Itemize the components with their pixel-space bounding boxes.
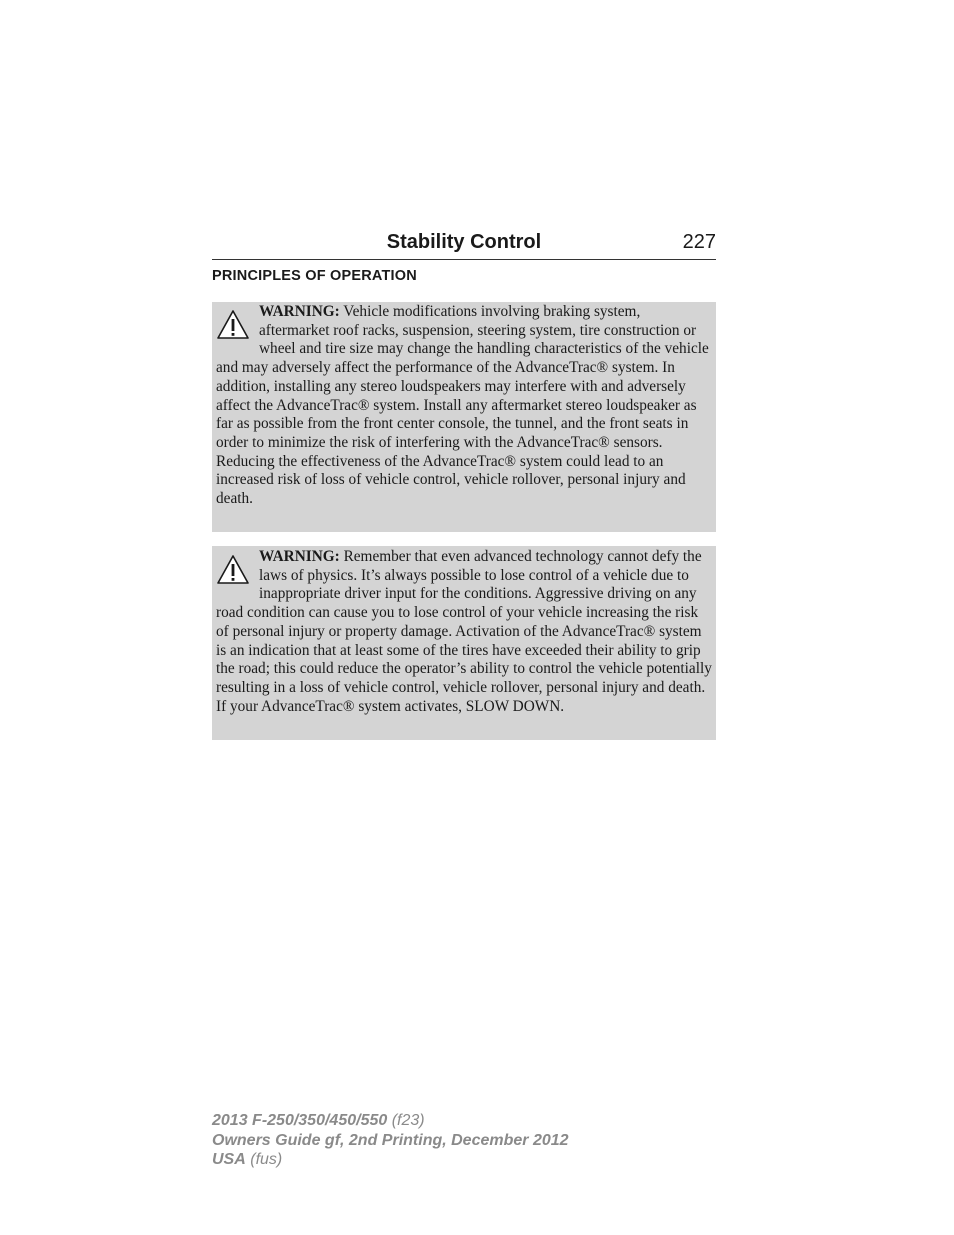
footer-printing: Owners Guide gf, 2nd Printing, December 2012 xyxy=(212,1131,569,1149)
section-title: PRINCIPLES OF OPERATION xyxy=(212,268,417,284)
warning-box xyxy=(212,546,716,740)
warning-triangle-icon xyxy=(216,307,250,343)
page-header xyxy=(212,229,716,260)
warning-label: WARNING: xyxy=(259,548,340,565)
footer-market-code: (fus) xyxy=(250,1151,283,1168)
warning-label: WARNING: xyxy=(259,303,340,320)
warning-box xyxy=(212,302,716,532)
footer-market: USA xyxy=(212,1151,246,1168)
page-number: 227 xyxy=(682,231,716,253)
warning-triangle-icon xyxy=(216,552,250,588)
footer-model-code: (f23) xyxy=(391,1112,425,1129)
footer-model: 2013 F-250/350/450/550 xyxy=(212,1112,388,1129)
page-footer xyxy=(212,1111,569,1170)
chapter-title: Stability Control xyxy=(386,231,542,253)
warning-text: Vehicle modifications involving braking system, aftermarket roof racks, suspension, steering system, tire construction or wheel and tire size may change the handling characteristics of the vehicle and may adversely affect the performance of the AdvanceTrac® system. In addition, installing any stereo loudspeakers may interfere with and adversely affect the AdvanceTrac® system. Install any aftermarket stereo loudspeaker as far as possible from the front center console, the tunnel, and the front seats in order to minimize the risk of interfering with the AdvanceTrac® sensors. Reducing the effectiveness of the AdvanceTrac® system could lead to an increased risk of loss of vehicle control, vehicle rollover, personal injury and death. xyxy=(216,303,709,508)
footer-line-model xyxy=(212,1111,569,1131)
warning-text: Remember that even advanced technology cannot defy the laws of physics. It’s always possible to lose control of a vehicle due to inappropriate driver input for the conditions. Aggressive driving on any road condition can cause you to lose control of your vehicle increasing the risk of personal injury or property damage. Activation of the AdvanceTrac® system is an indication that at least some of the tires have exceeded their ability to grip the road; this could reduce the operator’s ability to control the vehicle potentially resulting in a loss of vehicle control, vehicle rollover, personal injury and death. If your AdvanceTrac® system activates, SLOW DOWN. xyxy=(216,548,712,715)
footer-line-market xyxy=(212,1150,569,1170)
footer-line-printing xyxy=(212,1131,569,1151)
